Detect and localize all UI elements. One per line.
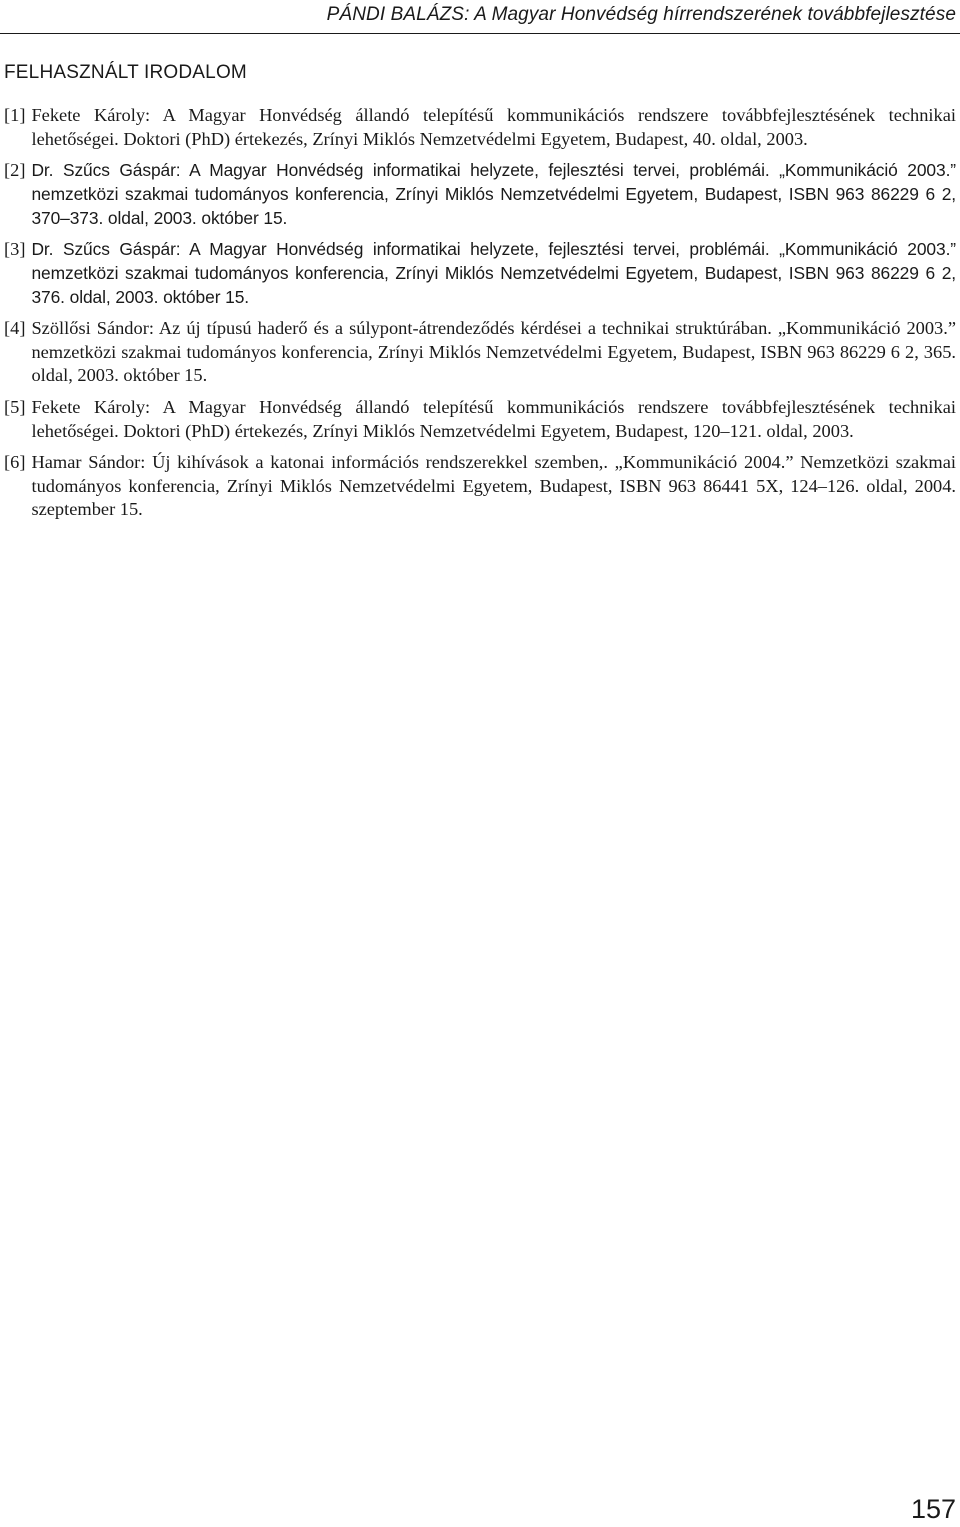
reference-label: [1] <box>4 105 26 125</box>
reference-text: Dr. Szűcs Gáspár: A Magyar Honvédség informatikai helyzete, fejlesztési tervei, problémái. „Kommunikáció 2003.” nemzetközi szakmai tudományos konferencia, Zrínyi Miklós Nemzetvédelmi Egyetem, Budapest, ISBN 963 86229 6 2, 376. oldal, 2003. október 15. <box>31 238 956 307</box>
reference-label: [4] <box>4 317 26 338</box>
reference-label: [3] <box>4 238 26 259</box>
reference-text: Hamar Sándor: Új kihívások a katonai információs rendszerekkel szemben,. „Kommunikáció 2004.” Nemzetközi szakmai tudományos konferencia, Zrínyi Miklós Nemzetvédelmi Egyetem, Budapest, ISBN 963 86441 5X, 124–126. oldal, 2004. szeptember 15. <box>31 451 956 520</box>
reference-item-1 <box>4 104 956 152</box>
section-heading: FELHASZNÁLT IRODALOM <box>4 62 247 83</box>
reference-label: [6] <box>4 451 26 472</box>
reference-list <box>4 104 956 530</box>
reference-item-3 <box>4 238 956 309</box>
reference-text: Dr. Szűcs Gáspár: A Magyar Honvédség informatikai helyzete, fejlesztési tervei, problémái. „Kommunikáció 2003.” nemzetközi szakmai tudományos konferencia, Zrínyi Miklós Nemzetvédelmi Egyetem, Budapest, ISBN 963 86229 6 2, 370–373. oldal, 2003. október 15. <box>31 160 956 228</box>
reference-text: Szöllősi Sándor: Az új típusú haderő és a súlypont-átrendeződés kérdései a technikai struktúrában. „Kommunikáció 2003.” nemzetközi szakmai tudományos konferencia, Zrínyi Miklós Nemzetvédelmi Egyetem, Budapest, ISBN 963 86229 6 2, 365. oldal, 2003. október 15. <box>31 317 956 386</box>
reference-text: Fekete Károly: A Magyar Honvédség állandó telepítésű kommunikációs rendszere továbbfejlesztésének technikai lehetőségei. Doktori (PhD) értekezés, Zrínyi Miklós Nemzetvédelmi Egyetem, Budapest, 40. oldal, 2003. <box>31 105 956 149</box>
running-header: PÁNDI BALÁZS: A Magyar Honvédség hírrendszerének továbbfejlesztése <box>326 4 956 25</box>
reference-text: Fekete Károly: A Magyar Honvédség állandó telepítésű kommunikációs rendszere továbbfejlesztésének technikai lehetőségei. Doktori (PhD) értekezés, Zrínyi Miklós Nemzetvédelmi Egyetem, Budapest, 120–121. oldal, 2003. <box>31 396 956 441</box>
reference-item-2 <box>4 159 956 230</box>
header-rule <box>0 33 960 34</box>
reference-label: [5] <box>4 396 26 417</box>
page-number: 157 <box>910 1494 956 1524</box>
reference-item-4 <box>4 317 956 388</box>
reference-item-5 <box>4 396 956 444</box>
reference-item-6 <box>4 451 956 522</box>
reference-label: [2] <box>4 160 26 181</box>
